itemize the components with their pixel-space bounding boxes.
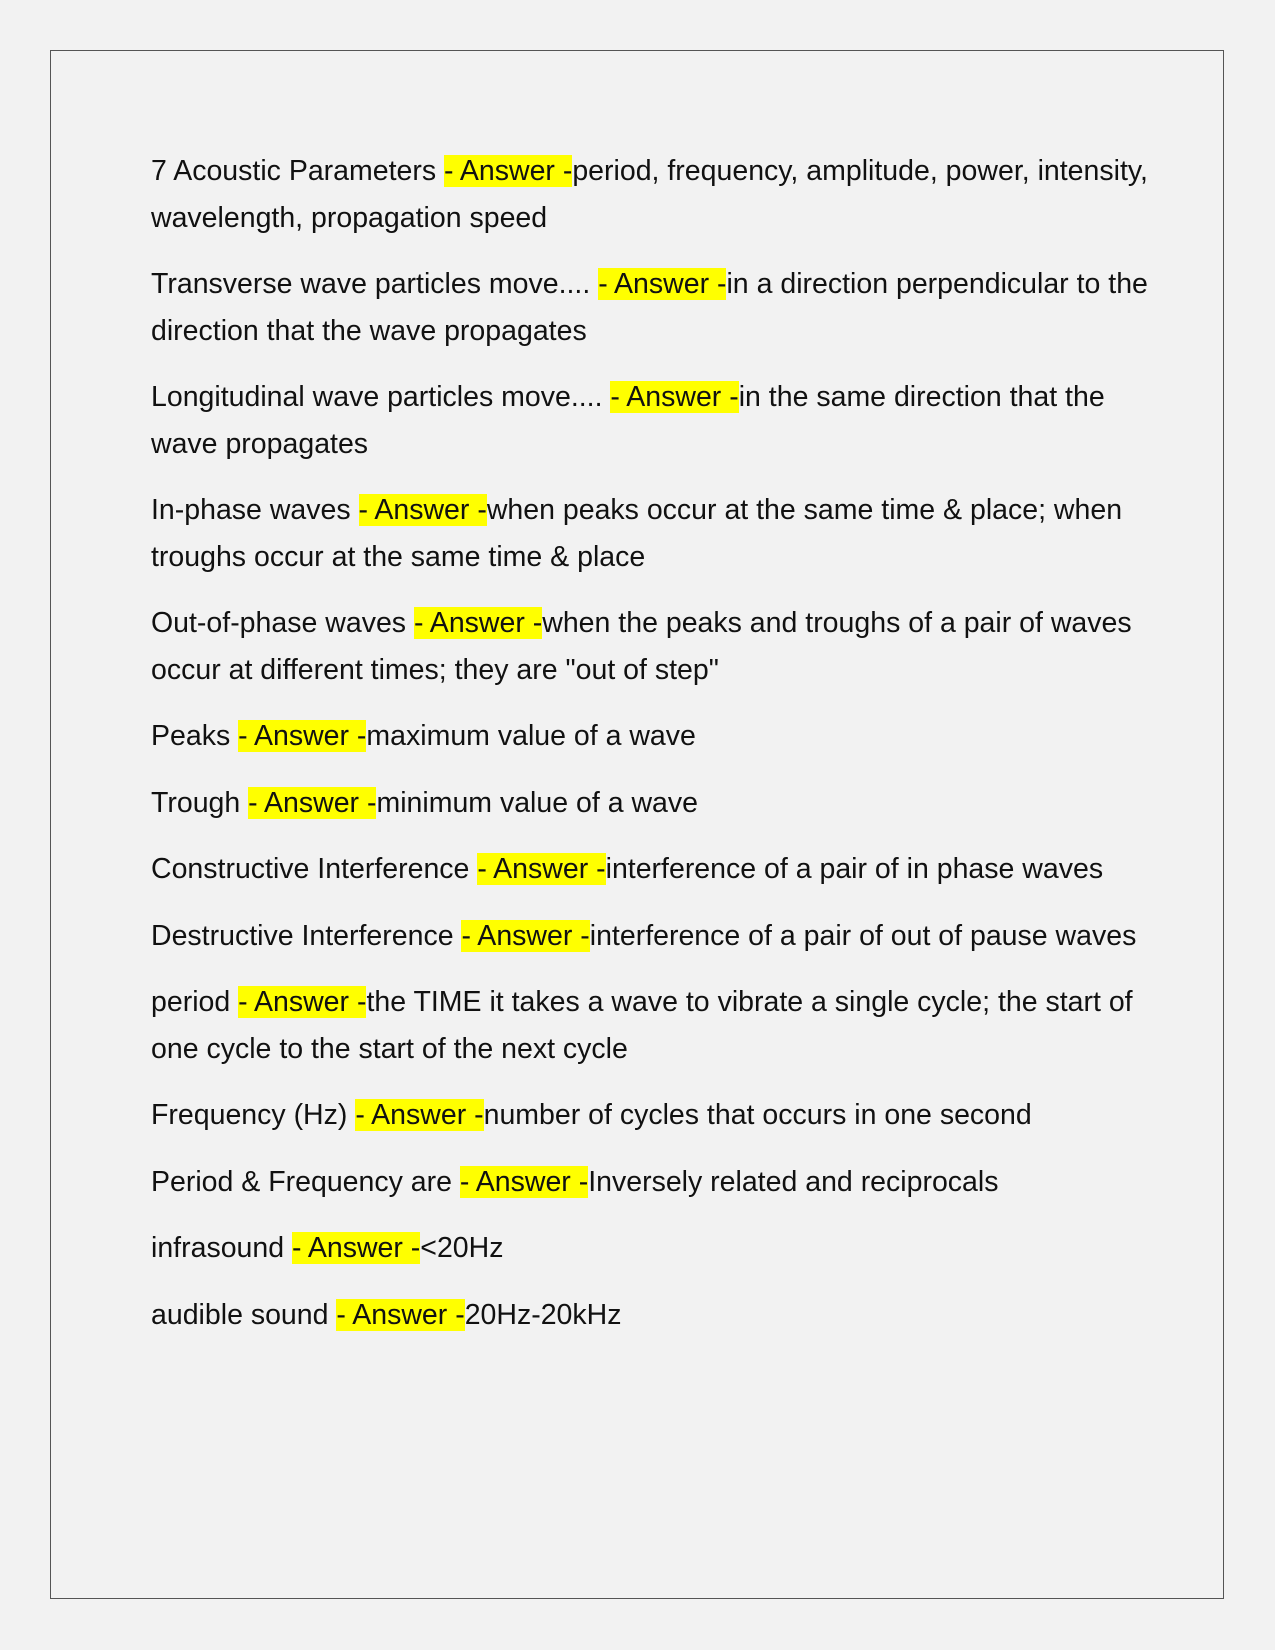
answer-marker: - Answer - bbox=[238, 720, 367, 752]
qa-entry bbox=[151, 1092, 1171, 1139]
entry-definition: Inversely related and reciprocals bbox=[588, 1165, 999, 1198]
entry-term: period bbox=[151, 986, 239, 1018]
entry-term: Constructive Interference bbox=[151, 853, 478, 885]
entry-term: In-phase waves bbox=[151, 494, 359, 526]
qa-entry bbox=[151, 1225, 1171, 1272]
entry-definition: period, frequency, amplitude, power, intensity, wavelength, propagation speed bbox=[151, 155, 1148, 234]
entry-term: Peaks bbox=[151, 720, 239, 752]
answer-marker: - Answer - bbox=[598, 268, 727, 300]
entry-definition: when peaks occur at the same time & place; when troughs occur at the same time & place bbox=[151, 494, 1123, 573]
entry-term: infrasound bbox=[151, 1232, 293, 1264]
entry-definition: <20Hz bbox=[420, 1232, 504, 1264]
answer-marker: - Answer - bbox=[358, 494, 487, 526]
entry-definition: interference of a pair of out of pause waves bbox=[589, 919, 1137, 952]
qa-entry bbox=[151, 374, 1171, 467]
entry-definition: when the peaks and troughs of a pair of waves occur at different times; they are "out of step" bbox=[151, 607, 1132, 686]
qa-entry bbox=[151, 261, 1171, 354]
entry-term: Longitudinal wave particles move.... bbox=[151, 381, 611, 413]
page-frame bbox=[50, 50, 1224, 1599]
qa-entry bbox=[151, 913, 1171, 960]
entry-definition: 20Hz-20kHz bbox=[464, 1298, 622, 1331]
entry-definition: in a direction perpendicular to the direction that the wave propagates bbox=[151, 268, 1148, 347]
answer-marker: - Answer - bbox=[413, 607, 543, 639]
answer-marker: - Answer - bbox=[444, 155, 573, 187]
qa-entry bbox=[151, 713, 1171, 760]
entry-definition: maximum value of a wave bbox=[366, 720, 696, 752]
answer-marker: - Answer - bbox=[336, 1298, 465, 1331]
entry-term: Period & Frequency are bbox=[151, 1165, 460, 1198]
flashcard-list bbox=[151, 148, 1171, 1358]
qa-entry bbox=[151, 1292, 1171, 1339]
qa-entry bbox=[151, 600, 1171, 693]
entry-term: Out-of-phase waves bbox=[151, 607, 414, 639]
answer-marker: - Answer - bbox=[355, 1099, 484, 1131]
answer-marker: - Answer - bbox=[292, 1232, 421, 1264]
qa-entry bbox=[151, 780, 1171, 827]
qa-entry bbox=[151, 1159, 1171, 1206]
qa-entry bbox=[151, 846, 1171, 893]
entry-definition: the TIME it takes a wave to vibrate a single cycle; the start of one cycle to the start of the next cycle bbox=[151, 986, 1133, 1065]
entry-term: audible sound bbox=[151, 1298, 337, 1331]
qa-entry bbox=[151, 487, 1171, 580]
qa-entry bbox=[151, 979, 1171, 1072]
answer-marker: - Answer - bbox=[461, 919, 590, 952]
entry-term: Frequency (Hz) bbox=[151, 1099, 356, 1131]
answer-marker: - Answer - bbox=[459, 1165, 589, 1198]
entry-definition: number of cycles that occurs in one second bbox=[483, 1099, 1032, 1131]
answer-marker: - Answer - bbox=[610, 381, 739, 413]
answer-marker: - Answer - bbox=[238, 986, 367, 1018]
entry-term: Transverse wave particles move.... bbox=[151, 268, 599, 300]
entry-term: Trough bbox=[151, 786, 249, 819]
answer-marker: - Answer - bbox=[248, 786, 377, 819]
entry-definition: interference of a pair of in phase waves bbox=[605, 853, 1104, 885]
entry-definition: minimum value of a wave bbox=[376, 786, 698, 819]
entry-term: Destructive Interference bbox=[151, 919, 462, 952]
entry-definition: in the same direction that the wave propagates bbox=[151, 381, 1105, 460]
entry-term: 7 Acoustic Parameters bbox=[151, 155, 445, 187]
qa-entry bbox=[151, 148, 1171, 241]
answer-marker: - Answer - bbox=[477, 853, 606, 885]
